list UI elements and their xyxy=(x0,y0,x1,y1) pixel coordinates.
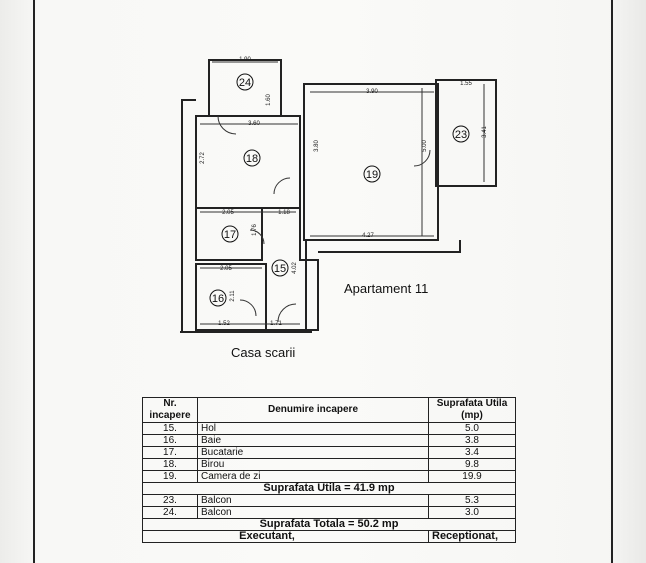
cell-name: Balcon xyxy=(198,507,429,519)
grand-total: Suprafata Totala = 50.2 mp xyxy=(143,519,516,531)
cell-name: Camera de zi xyxy=(198,471,429,483)
door-swing-15 xyxy=(278,304,296,322)
cell-nr: 23. xyxy=(143,495,198,507)
room-number: 24 xyxy=(238,76,252,89)
dimension-label: 3.90 xyxy=(366,89,378,95)
dimension-label: 1.60 xyxy=(266,94,272,106)
door-swing-18b xyxy=(274,178,290,194)
dimension-label: 1.71 xyxy=(270,321,282,327)
exterior-wall-left xyxy=(182,100,196,332)
room-number: 17 xyxy=(223,228,237,241)
cell-name: Birou xyxy=(198,459,429,471)
receptionat-label: Receptionat, xyxy=(429,531,516,543)
cell-nr: 17. xyxy=(143,447,198,459)
cell-nr: 16. xyxy=(143,435,198,447)
dimension-label: 3.41 xyxy=(482,126,488,138)
grand-total-row xyxy=(143,519,516,531)
usable-total-row xyxy=(143,483,516,495)
cell-name: Baie xyxy=(198,435,429,447)
dimension-label: 2.05 xyxy=(222,210,234,216)
table-row xyxy=(143,423,516,435)
dimension-label: 4.27 xyxy=(362,233,374,239)
stairwell-label: Casa scarii xyxy=(231,345,296,360)
executant-label: Executant, xyxy=(143,531,429,543)
rooms-table xyxy=(142,397,516,543)
cell-area: 3.4 xyxy=(429,447,516,459)
header-name: Denumire incapere xyxy=(198,398,429,423)
signature-row xyxy=(143,531,516,543)
cell-area: 9.8 xyxy=(429,459,516,471)
door-swing-18 xyxy=(218,116,236,134)
dimension-label: 3.80 xyxy=(314,140,320,152)
dimension-label: 1.90 xyxy=(239,57,251,63)
dimension-label: 3.60 xyxy=(248,121,260,127)
dimension-label: 1.52 xyxy=(218,321,230,327)
apartment-label: Apartament 11 xyxy=(344,281,429,296)
dimension-label: 1.76 xyxy=(252,224,258,236)
door-swing-16 xyxy=(240,300,256,316)
dimension-label: 5.00 xyxy=(422,140,428,152)
dimension-label: 2.05 xyxy=(220,266,232,272)
cell-nr: 24. xyxy=(143,507,198,519)
header-area: Suprafata Utila (mp) xyxy=(429,398,516,423)
table-row xyxy=(143,507,516,519)
dimension-label: 1.18 xyxy=(278,210,290,216)
cell-name: Bucatarie xyxy=(198,447,429,459)
room-number: 18 xyxy=(245,152,259,165)
table-header-row xyxy=(143,398,516,423)
room-number: 16 xyxy=(211,292,225,305)
cell-nr: 19. xyxy=(143,471,198,483)
cell-area: 3.8 xyxy=(429,435,516,447)
hall-15-outline xyxy=(262,208,318,330)
exterior-wall-south xyxy=(318,240,460,252)
cell-area: 5.0 xyxy=(429,423,516,435)
cell-name: Hol xyxy=(198,423,429,435)
header-nr: Nr. incapere xyxy=(143,398,198,423)
usable-total: Suprafata Utila = 41.9 mp xyxy=(143,483,516,495)
table-row xyxy=(143,495,516,507)
dimension-label: 1.55 xyxy=(460,81,472,87)
table-row xyxy=(143,459,516,471)
room-number: 15 xyxy=(273,262,287,275)
room-19-outline xyxy=(304,84,438,240)
room-number: 19 xyxy=(365,168,379,181)
room-number: 23 xyxy=(454,128,468,141)
cell-area: 3.0 xyxy=(429,507,516,519)
table-row xyxy=(143,435,516,447)
cell-area: 19.9 xyxy=(429,471,516,483)
dimension-label: 2.72 xyxy=(200,152,206,164)
table-row xyxy=(143,471,516,483)
cell-name: Balcon xyxy=(198,495,429,507)
dimension-label: 2.11 xyxy=(230,290,236,302)
cell-nr: 15. xyxy=(143,423,198,435)
table-row xyxy=(143,447,516,459)
cell-area: 5.3 xyxy=(429,495,516,507)
dimension-label: 4.02 xyxy=(292,262,298,274)
cell-nr: 18. xyxy=(143,459,198,471)
